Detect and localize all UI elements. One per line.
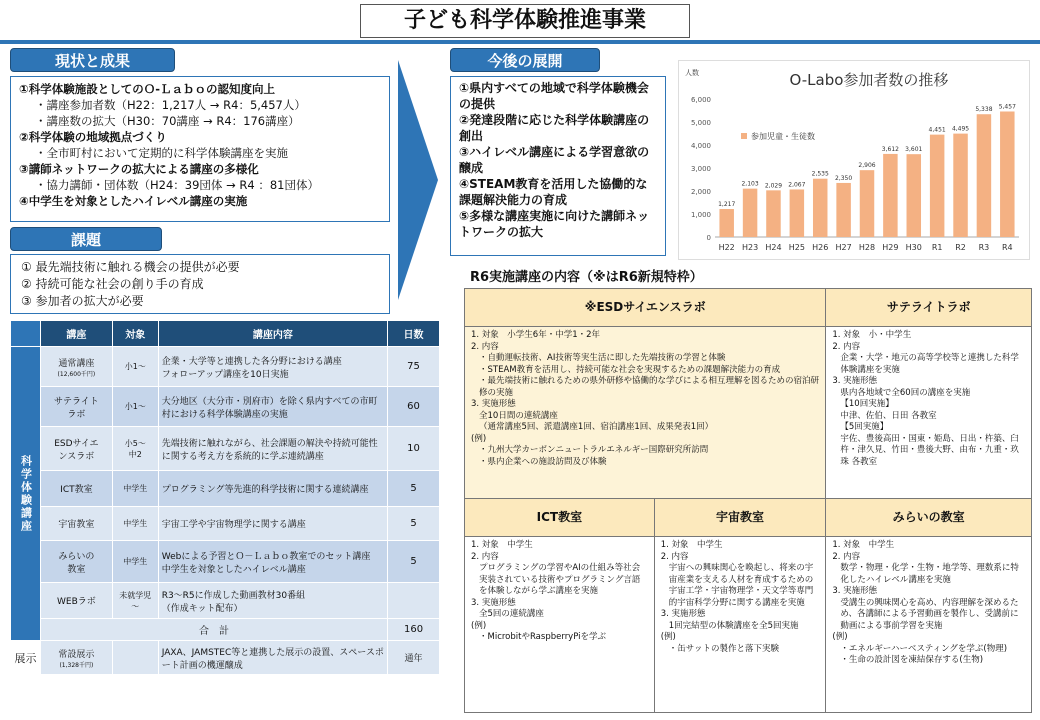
r6-line: ・MicrobitやRaspberryPiを学ぶ xyxy=(479,632,607,642)
course-target: 小1～ xyxy=(112,387,158,427)
r6-line: 1. 対象 小・中学生 xyxy=(832,330,912,340)
chart-title: O-Labo参加者数の推移 xyxy=(789,71,949,89)
bar-H30 xyxy=(907,154,921,237)
r6-line: 【10回実施】 xyxy=(840,399,894,409)
x-tick-label: R2 xyxy=(955,243,966,252)
y-tick-label: 4,000 xyxy=(690,142,711,150)
legend-swatch xyxy=(741,133,747,139)
r6-line: (例) xyxy=(832,632,848,642)
course-name xyxy=(40,427,112,471)
exhibit-budget: (1,328千円) xyxy=(59,661,94,669)
issue-item: ③ 参加者の拡大が必要 xyxy=(21,294,144,308)
esd-content xyxy=(465,327,826,499)
table-row xyxy=(11,583,440,619)
bar-value-label: 2,535 xyxy=(811,170,829,178)
course-content: 企業・大学等と連携した各分野における講座 フォローアップ講座を10日実施 xyxy=(158,347,387,387)
issue-item: ① 最先端技術に触れる機会の提供が必要 xyxy=(21,260,240,274)
course-content: R3～R5に作成した動画教材30番組 （作成キット配布） xyxy=(158,583,387,619)
course-target: 中学生 xyxy=(112,541,158,583)
total-days: 160 xyxy=(388,619,440,641)
course-name-text: 通常講座 xyxy=(58,358,95,369)
bar-H26 xyxy=(813,179,827,237)
r6-line: 1. 対象 中学生 xyxy=(471,540,533,550)
course-name-text: サテライト ラボ xyxy=(54,396,99,420)
bar-value-label: 3,601 xyxy=(905,146,923,154)
bar-value-label: 2,350 xyxy=(835,174,853,182)
x-tick-label: H30 xyxy=(905,243,922,252)
r6-title: R6実施講座の内容（※はR6新規特枠） xyxy=(470,270,703,285)
r6-line: 県内各地域で全60回の講座を実施 xyxy=(840,387,971,398)
bar-R2 xyxy=(953,134,967,237)
total-label: 合 計 xyxy=(40,619,387,641)
satellite-content xyxy=(826,327,1032,499)
course-table xyxy=(10,320,440,675)
r6-line: 3. 実施形態 xyxy=(832,586,878,596)
y-tick-label: 3,000 xyxy=(690,165,711,173)
issues-heading: 課題 xyxy=(10,227,162,251)
r6-line: 全10日間の連続講座 xyxy=(479,410,558,421)
status-heading: 現状と成果 xyxy=(10,48,175,72)
r6-line: ・最先端技術に触れるための県外研修や協働的な学びによる相互理解を図るための宿泊研修の実施 xyxy=(479,376,820,398)
r6-line: 企業・大学・地元の高等学校等と連携した科学体験講座を実施 xyxy=(840,353,1019,375)
r6-line: 2. 内容 xyxy=(832,551,861,562)
future-box xyxy=(450,76,666,256)
course-days: 10 xyxy=(388,427,440,471)
future-item: ②発達段階に応じた科学体験講座の創出 xyxy=(459,113,650,143)
future-item: ⑤多様な講座実施に向けた講師ネットワークの拡大 xyxy=(459,209,650,239)
course-name xyxy=(40,347,112,387)
bar-R3 xyxy=(977,114,991,237)
course-name xyxy=(40,507,112,541)
bar-value-label: 2,029 xyxy=(764,182,783,190)
status-box xyxy=(10,76,390,222)
x-tick-label: H29 xyxy=(882,243,899,252)
x-tick-label: R4 xyxy=(1001,243,1013,252)
course-target: 小1～ xyxy=(112,347,158,387)
course-content: 大分地区（大分市・別府市）を除く県内すべての市町村における科学体験講座の実施 xyxy=(158,387,387,427)
course-days: 5 xyxy=(388,541,440,583)
ict-content xyxy=(465,537,655,713)
space-head: 宇宙教室 xyxy=(654,499,826,537)
course-content: 先端技術に触れながら、社会課題の解決や持続可能性に関する考え方を系統的に学ぶ連続講座 xyxy=(158,427,387,471)
status-line: ・協力講師・団体数（H24：39団体 → R4 ：81団体） xyxy=(35,178,319,192)
status-line: ④中学生を対象としたハイレベル講座の実施 xyxy=(19,194,248,208)
table-corner xyxy=(11,321,41,347)
participants-chart xyxy=(678,60,1030,260)
bar-value-label: 2,906 xyxy=(858,162,876,170)
table-header-target: 対象 xyxy=(112,321,158,347)
r6-line: ・生命の設計図を凍結保存する(生物) xyxy=(840,655,984,665)
bar-value-label: 1,217 xyxy=(718,201,736,209)
page-title: 子ども科学体験推進事業 xyxy=(360,4,690,38)
course-days: 5 xyxy=(388,471,440,507)
y-tick-label: 6,000 xyxy=(690,96,711,104)
x-tick-label: H22 xyxy=(718,243,735,252)
bar-value-label: 2,103 xyxy=(741,180,759,188)
bar-H22 xyxy=(719,209,733,237)
r6-line: 宇宙への興味関心を喚起し、将来の宇宙産業を支える人材を育成するための宇宙工学・宇宙物理学・天文学等専門的宇宙科学分野に関する講座を実施 xyxy=(668,563,814,608)
y-tick-label: 2,000 xyxy=(690,188,711,196)
mirai-content xyxy=(826,537,1032,713)
bar-value-label: 3,612 xyxy=(881,145,899,153)
r6-line: 3. 実施形態 xyxy=(660,609,706,619)
course-name-text: みらいの 教室 xyxy=(58,551,95,575)
bar-R4 xyxy=(1000,111,1014,237)
table-row xyxy=(11,541,440,583)
r6-line: プログラミングの学習やAIの仕組み等社会実装されている技術やプログラミング言語を体験しながら学ぶ講座を実施 xyxy=(479,563,641,596)
table-row xyxy=(11,387,440,427)
r6-line: 2. 内容 xyxy=(471,551,499,562)
x-tick-label: H26 xyxy=(812,243,829,252)
exhibit-content: JAXA、JAMSTEC等と連携した展示の設置、スペースポート計画の機運醸成 xyxy=(158,641,387,675)
r6-line: ・自動運転技術、AI技術等実生活に即した先端技術の学習と体験 xyxy=(479,353,726,363)
table-header-content: 講座内容 xyxy=(158,321,387,347)
esd-head: ※ESDサイエンスラボ xyxy=(465,289,826,327)
r6-line: （通常講座5回、派遣講座1回、宿泊講座1回、成果発表1回） xyxy=(479,422,714,432)
bar-H29 xyxy=(883,154,897,237)
table-side-label: 科学体験講座 xyxy=(11,347,41,641)
r6-line: 3. 実施形態 xyxy=(471,399,516,409)
course-content: Webによる予習とＯ－Ｌａｂｏ教室でのセット講座 中学生を対象としたハイレベル講座 xyxy=(158,541,387,583)
course-name xyxy=(40,387,112,427)
future-item: ③ハイレベル講座による学習意欲の醸成 xyxy=(459,145,650,175)
future-item: ④STEAM教育を活用した協働的な課題解決能力の育成 xyxy=(459,177,648,207)
issue-item: ② 持続可能な社会の創り手の育成 xyxy=(21,277,204,291)
r6-line: 1. 対象 中学生 xyxy=(660,540,723,550)
x-tick-label: R3 xyxy=(978,243,990,252)
ict-head: ICT教室 xyxy=(465,499,655,537)
r6-line: 宇佐、豊後高田・国東・姫島、日出・杵築、臼杵・津久見、竹田・豊後大野、由布・九重・玖珠 各教室 xyxy=(840,433,1019,467)
arrow-right-icon xyxy=(398,60,438,300)
r6-line: 【5回実施】 xyxy=(840,422,889,432)
table-header-course: 講座 xyxy=(40,321,112,347)
bar-H27 xyxy=(836,183,850,237)
bar-value-label: 5,338 xyxy=(975,106,993,114)
r6-line: 3. 実施形態 xyxy=(832,376,878,386)
table-row xyxy=(11,471,440,507)
course-days: 5 xyxy=(388,507,440,541)
future-heading: 今後の展開 xyxy=(450,48,600,72)
r6-line: ・九州大学カーボンニュートラルエネルギー国際研究所訪問 xyxy=(479,445,709,455)
course-name xyxy=(40,583,112,619)
y-tick-label: 1,000 xyxy=(690,211,711,219)
r6-line: ・県内企業への施設訪問及び体験 xyxy=(479,456,607,467)
status-line: ・講座参加者数（H22：1,217人 → R4：5,457人） xyxy=(35,98,306,112)
r6-line: (例) xyxy=(471,433,487,444)
chart-ylabel: 人数 xyxy=(685,69,699,77)
exhibit-days: 通年 xyxy=(388,641,440,675)
course-days: 60 xyxy=(388,387,440,427)
course-name-text: WEBラボ xyxy=(57,597,96,607)
course-target: 小5～ 中2 xyxy=(112,427,158,471)
y-tick-label: 5,000 xyxy=(690,119,711,127)
y-tick-label: 0 xyxy=(706,234,711,242)
x-tick-label: H23 xyxy=(741,243,759,252)
r6-line: 2. 内容 xyxy=(660,551,689,562)
exhibit-target xyxy=(112,641,158,675)
exhibit-side-label: 展示 xyxy=(11,641,41,675)
bar-H23 xyxy=(743,189,757,237)
r6-line: 2. 内容 xyxy=(471,341,499,352)
course-name xyxy=(40,471,112,507)
course-name-text: 宇宙教室 xyxy=(58,520,95,530)
bar-H25 xyxy=(790,189,804,237)
chart-canvas xyxy=(679,61,1031,261)
course-target: 中学生 xyxy=(112,507,158,541)
status-line: ②科学体験の地域拠点づくり xyxy=(19,130,167,144)
r6-line: 1回完結型の体験講座を全5回実施 xyxy=(668,620,799,631)
exhibit-name-text: 常設展示 xyxy=(58,649,95,660)
course-target: 中学生 xyxy=(112,471,158,507)
exhibit-name xyxy=(40,641,112,675)
r6-line: 1. 対象 小学生6年・中学1・2年 xyxy=(471,330,601,340)
x-tick-label: H24 xyxy=(765,243,782,252)
r6-line: ・缶サットの製作と落下実験 xyxy=(668,643,780,654)
mirai-head: みらいの教室 xyxy=(826,499,1032,537)
total-row xyxy=(11,619,440,641)
x-tick-label: H28 xyxy=(858,243,876,252)
table-row xyxy=(11,427,440,471)
bar-value-label: 5,457 xyxy=(998,103,1016,111)
course-days xyxy=(388,583,440,619)
title-divider xyxy=(0,40,1040,44)
r6-line: (例) xyxy=(471,620,487,631)
course-content: プログラミング等先進的科学技術に関する連続講座 xyxy=(158,471,387,507)
status-line: ③講師ネットワークの拡大による講座の多様化 xyxy=(19,162,259,176)
bar-H24 xyxy=(766,190,780,237)
r6-line: 3. 実施形態 xyxy=(471,597,516,608)
r6-table xyxy=(464,288,1032,713)
legend-label: 参加児童・生徒数 xyxy=(751,132,815,141)
course-days: 75 xyxy=(388,347,440,387)
x-tick-label: R1 xyxy=(931,243,943,252)
bar-value-label: 2,067 xyxy=(788,181,806,189)
future-item: ①県内すべての地域で科学体験機会の提供 xyxy=(459,81,649,111)
r6-line: 数学・物理・化学・生物・地学等、理数系に特化したハイレベル講座を実施 xyxy=(840,563,1019,585)
r6-line: 中津、佐伯、日田 各教室 xyxy=(840,410,937,421)
status-line: ・全市町村において定期的に科学体験講座を実施 xyxy=(35,146,288,160)
r6-line: 1. 対象 中学生 xyxy=(832,540,895,550)
course-target: 未就学児～ xyxy=(112,583,158,619)
bar-R1 xyxy=(930,135,944,237)
table-header-days: 日数 xyxy=(388,321,440,347)
course-name-text: ESDサイエ ンスラボ xyxy=(54,438,99,462)
course-name-text: ICT教室 xyxy=(60,485,93,495)
bar-H28 xyxy=(860,170,874,237)
bar-value-label: 4,451 xyxy=(928,126,946,134)
table-row xyxy=(11,507,440,541)
exhibit-row xyxy=(11,641,440,675)
x-tick-label: H27 xyxy=(835,243,852,252)
satellite-head: サテライトラボ xyxy=(826,289,1032,327)
status-line: ・講座数の拡大（H30：70講座 → R4：176講座） xyxy=(35,114,300,128)
r6-line: 全5回の連続講座 xyxy=(479,609,544,619)
r6-line: (例) xyxy=(660,632,676,642)
r6-line: ・エネルギーハーベスティングを学ぶ(物理) xyxy=(840,643,1008,654)
r6-line: 2. 内容 xyxy=(832,341,861,352)
course-content: 宇宙工学や宇宙物理学に関する講座 xyxy=(158,507,387,541)
r6-line: 受講生の興味関心を高め、内容理解を深めるため、各講師による予習動画を製作し、受講前に動画による事前学習を実施 xyxy=(840,597,1019,631)
issues-box xyxy=(10,254,390,314)
space-content xyxy=(654,537,826,713)
bar-value-label: 4,495 xyxy=(951,125,970,133)
course-name xyxy=(40,541,112,583)
table-row xyxy=(11,347,440,387)
course-budget: (12,600千円) xyxy=(57,370,96,378)
status-line: ①科学体験施設としてのＯ-Ｌａｂｏの認知度向上 xyxy=(19,82,276,96)
x-tick-label: H25 xyxy=(788,243,805,252)
r6-line: ・STEAM教育を活用し、持続可能な社会を実現するための課題解決能力の育成 xyxy=(479,364,781,375)
